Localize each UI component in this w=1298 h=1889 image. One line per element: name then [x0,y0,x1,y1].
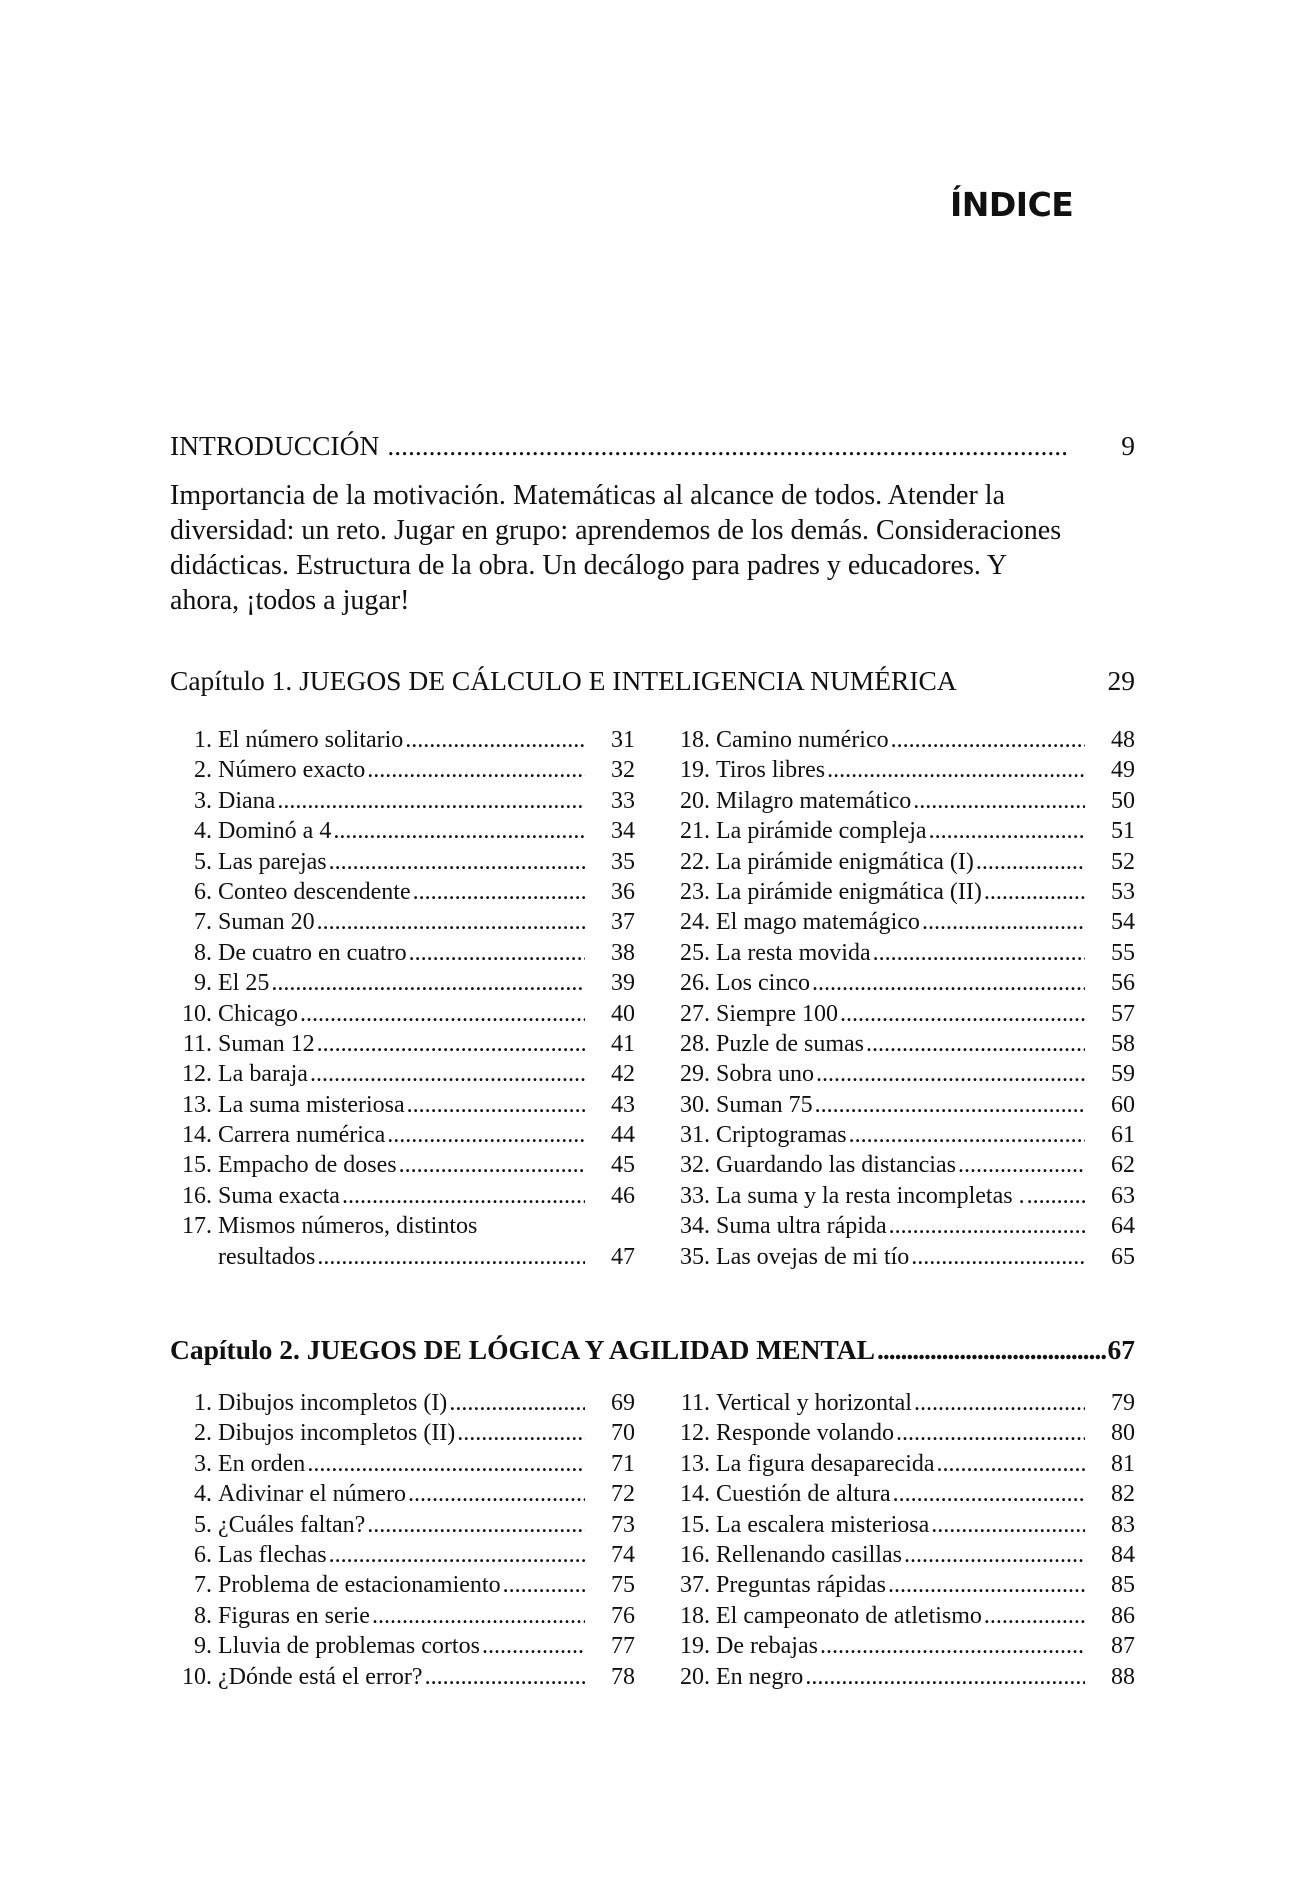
toc-entry[interactable] [170,1152,635,1182]
entry-title: Las parejas [218,848,327,875]
toc-entry[interactable] [668,879,1135,909]
entry-title: Dibujos incompletos (II) [218,1420,456,1447]
intro-summary: Importancia de la motivación. Matemáticas al alcance de todos. Atender la diversidad: un reto. Jugar en grupo: aprendemos de los demás. Consideraciones didácticas. Estructura de la obra. Un decálogo para padres y educadores. Y ahora, ¡todos a jugar! [170,480,1062,616]
entry-number: 5. [194,1511,212,1538]
toc-entry[interactable] [170,1244,635,1274]
page-number: 69 [611,1390,635,1416]
page-number: 80 [1111,1420,1135,1447]
dot-leader [914,1390,1085,1417]
entry-number: 16. [680,1541,710,1568]
entry-title: Chicago [218,1000,298,1027]
entry-number: 7. [194,909,212,936]
toc-entry[interactable] [170,849,635,879]
dot-leader [329,1542,585,1569]
entry-number: 20. [680,787,710,814]
toc-entry[interactable] [668,1481,1135,1511]
entry-title: ¿Dónde está el error? [218,1663,423,1690]
entry-number: 10. [182,1663,212,1690]
dot-leader [931,1512,1085,1539]
entry-title: ¿Cuáles faltan? [218,1511,366,1538]
entry-title: En orden [218,1450,306,1477]
toc-entry[interactable] [668,1122,1135,1152]
entry-title: Criptogramas [716,1122,847,1149]
entry-number: 19. [680,757,710,784]
dot-leader [866,1031,1085,1058]
entry-number: 23. [680,878,710,905]
dot-leader [893,1481,1085,1508]
toc-entry[interactable] [170,1451,635,1481]
toc-entry[interactable] [170,879,635,909]
entry-title: Carrera numérica [218,1122,386,1149]
dot-leader [805,1664,1085,1691]
toc-entry[interactable] [170,940,635,970]
page-number: 51 [1111,818,1135,845]
entry-title: Sobra uno [716,1061,814,1088]
entry-number: 26. [680,970,710,997]
dot-leader [840,1001,1085,1028]
toc-entry[interactable] [170,818,635,848]
toc-entry[interactable] [668,1664,1135,1694]
page-number: 40 [611,1000,635,1027]
chapter-2-list-right [668,1390,1135,1694]
dot-leader [317,1244,585,1271]
toc-entry[interactable] [668,727,1135,757]
page-number: 46 [611,1182,635,1209]
page-number: 65 [1111,1243,1135,1270]
page-number: 78 [611,1663,635,1690]
entry-number: 1. [194,727,212,753]
dot-leader [367,757,585,784]
entry-number: 27. [680,1000,710,1027]
entry-number: 15. [680,1511,710,1538]
page-number: 73 [611,1511,635,1538]
section-title: INTRODUCCIÓN [170,430,380,461]
entry-number: 2. [194,757,212,784]
toc-entry[interactable] [170,1061,635,1091]
toc-entry[interactable] [170,757,635,787]
page-number: 88 [1111,1663,1135,1690]
entry-number: 8. [194,1602,212,1629]
entry-number: 25. [680,939,710,966]
entry-number: 29. [680,1061,710,1088]
dot-leader [425,1664,585,1691]
dot-leader [815,1092,1085,1119]
dot-leader [913,788,1085,815]
page-number: 44 [611,1122,635,1149]
entry-number: 17. [182,1213,212,1240]
dot-leader [372,1603,585,1630]
toc-entry[interactable] [170,909,635,939]
entry-number: 32. [680,1152,710,1179]
dot-leader [937,1451,1085,1478]
entry-number: 14. [182,1122,212,1149]
toc-entry[interactable] [668,1420,1135,1450]
dot-leader [407,1092,585,1119]
entry-title: Adivinar el número [218,1481,406,1508]
page-number: 52 [1111,848,1135,875]
toc-entry[interactable] [668,970,1135,1000]
entry-title: Tiros libres [716,757,826,784]
toc-entry[interactable] [170,1001,635,1031]
entry-title: El campeonato de atletismo [716,1602,982,1629]
dot-leader [889,1213,1085,1240]
page-number: 77 [611,1633,635,1660]
toc-entry[interactable] [668,1213,1135,1243]
toc-entry[interactable] [170,1603,635,1633]
page-number: 37 [611,909,635,936]
entry-number: 14. [680,1481,710,1508]
dot-leader [482,1633,585,1660]
dot-leader [891,727,1085,754]
entry-title: Las flechas [218,1541,327,1568]
page-number: 9 [1121,430,1135,461]
toc-entry[interactable] [668,1152,1135,1182]
entry-title: La pirámide compleja [716,818,927,845]
entry-number: 1. [194,1390,212,1416]
entry-title: resultados [218,1243,316,1270]
page-number: 55 [1111,939,1135,966]
page-number: 76 [611,1602,635,1629]
page-number: 70 [611,1420,635,1447]
page-number: 36 [611,878,635,905]
entry-title: Lluvia de problemas cortos [218,1633,480,1660]
toc-entry[interactable] [170,1031,635,1061]
toc-entry[interactable] [170,970,635,1000]
entry-title: Suman 75 [716,1091,813,1118]
entry-number: 16. [182,1182,212,1209]
dot-leader [300,1001,585,1028]
page-number: 39 [611,970,635,997]
entry-title: Cuestión de altura [716,1481,891,1508]
dot-leader [929,818,1085,845]
toc-entry-introduccion[interactable] [170,430,1135,462]
page-number: 87 [1111,1633,1135,1660]
toc-entry[interactable] [170,1572,635,1602]
page-number: 33 [611,787,635,814]
page-number: 54 [1111,909,1135,936]
dot-leader [277,788,585,815]
entry-number: 2. [194,1420,212,1447]
entry-number: 6. [194,878,212,905]
toc-entry[interactable] [668,1542,1135,1572]
entry-title: Puzle de sumas [716,1030,864,1057]
toc-entry[interactable] [668,1061,1135,1091]
page-number: 61 [1111,1122,1135,1149]
toc-entry[interactable] [170,1481,635,1511]
entry-number: 20. [680,1663,710,1690]
page-number: 41 [611,1030,635,1057]
page-number: 67 [1107,1334,1135,1365]
entry-title: Suma ultra rápida [716,1213,887,1240]
dot-leader [827,757,1085,784]
dot-leader [399,1152,585,1179]
page-number: 83 [1111,1511,1135,1538]
toc-entry[interactable] [668,940,1135,970]
toc-entry[interactable] [668,1572,1135,1602]
entry-title: El 25 [218,970,270,997]
dot-leader [984,879,1085,906]
dot-leader [888,1572,1085,1599]
dot-leader [904,1542,1085,1569]
toc-entry[interactable] [668,1244,1135,1274]
entry-title: Suman 20 [218,909,315,936]
toc-entry[interactable] [668,818,1135,848]
page-number: 49 [1111,757,1135,784]
dot-leader [310,1061,585,1088]
page-number: 35 [611,848,635,875]
entry-number: 11. [182,1030,212,1057]
dot-leader [342,1183,585,1210]
dot-leader [877,1334,1106,1366]
entry-title: Problema de estacionamiento [218,1572,501,1599]
dot-leader [976,849,1085,876]
entry-number: 7. [194,1572,212,1599]
entry-number: 9. [194,970,212,997]
entry-number: 13. [680,1450,710,1477]
entry-number: 4. [194,818,212,845]
toc-entry[interactable] [170,1512,635,1542]
page-number: 59 [1111,1061,1135,1088]
dot-leader [271,970,585,997]
entry-number: 8. [194,939,212,966]
toc-entry[interactable] [170,1633,635,1663]
entry-title: Vertical y horizontal [716,1390,912,1416]
dot-leader [812,970,1085,997]
toc-entry[interactable] [668,909,1135,939]
dot-leader [984,1603,1085,1630]
toc-entry[interactable] [668,1512,1135,1542]
entry-title: Suman 12 [218,1030,315,1057]
entry-title: Siempre 100 [716,1000,838,1027]
entry-title: El número solitario [218,727,404,753]
toc-entry[interactable] [170,1390,635,1420]
page-number: 60 [1111,1091,1135,1118]
page-number: 81 [1111,1450,1135,1477]
entry-title: Suma exacta [218,1182,340,1209]
toc-entry[interactable] [668,1031,1135,1061]
entry-title: Figuras en serie [218,1602,370,1629]
page-number: 72 [611,1481,635,1508]
entry-number: 10. [182,1000,212,1027]
entry-number: 19. [680,1633,710,1660]
page-number: 34 [611,818,635,845]
entry-title: Dibujos incompletos (I) [218,1390,448,1416]
dot-leader [896,1420,1085,1447]
entry-number: 9. [194,1633,212,1660]
page-number: 62 [1111,1152,1135,1179]
toc-entry-chapter-2[interactable] [170,1334,1135,1366]
entry-number: 3. [194,787,212,814]
entry-title: Camino numérico [716,727,889,753]
entry-title: Conteo descendente [218,878,411,905]
page-number: 50 [1111,787,1135,814]
entry-title: El mago matemágico [716,909,920,936]
page-number: 57 [1111,1000,1135,1027]
chapter-2-list-left [170,1390,635,1694]
chapter-title: Capítulo 2. JUEGOS DE LÓGICA Y AGILIDAD MENTAL [170,1334,875,1365]
entry-title: Responde volando [716,1420,894,1447]
toc-entry[interactable] [170,1542,635,1572]
page-number: 82 [1111,1481,1135,1508]
chapter-title: Capítulo 1. JUEGOS DE CÁLCULO E INTELIGENCIA NUMÉRICA [170,665,957,696]
entry-title: Diana [218,787,276,814]
toc-entry[interactable] [668,788,1135,818]
entry-title: Mismos números, distintos [218,1213,478,1240]
dot-leader [387,1122,585,1149]
entry-title: La suma misteriosa [218,1091,405,1118]
entry-number: 31. [680,1122,710,1149]
entry-number: 30. [680,1091,710,1118]
dot-leader [457,1420,585,1447]
entry-number: 12. [182,1061,212,1088]
dot-leader [958,1152,1085,1179]
page-number: 71 [611,1450,635,1477]
dot-leader [849,1122,1085,1149]
toc-entry[interactable] [170,1420,635,1450]
page-number: 42 [611,1061,635,1088]
toc-entry[interactable] [170,1122,635,1152]
dot-leader [333,818,585,845]
toc-entry[interactable] [668,1001,1135,1031]
toc-entry[interactable] [170,788,635,818]
toc-entry[interactable] [170,1213,635,1243]
dot-leader [449,1390,585,1417]
toc-entry[interactable] [668,1092,1135,1122]
page-number: 47 [611,1243,635,1270]
entry-number: 6. [194,1541,212,1568]
entry-title: Las ovejas de mi tío [716,1243,910,1270]
entry-title: Los cinco [716,970,810,997]
dot-leader [405,727,585,754]
page-number: 63 [1111,1182,1135,1209]
entry-title: La figura desaparecida [716,1450,935,1477]
entry-number: 28. [680,1030,710,1057]
entry-title: Milagro matemático [716,787,912,814]
dot-leader [922,909,1085,936]
page-number: 31 [611,727,635,753]
page-number: 43 [611,1091,635,1118]
entry-number: 33. [680,1182,710,1209]
page-number: 45 [611,1152,635,1179]
page-number: 86 [1111,1602,1135,1629]
dot-leader [413,879,585,906]
page-number: 32 [611,757,635,784]
dot-leader [387,430,1067,462]
page-number: 56 [1111,970,1135,997]
entry-title: La escalera misteriosa [716,1511,930,1538]
dot-leader [1027,1183,1085,1210]
dot-leader [367,1512,585,1539]
entry-number: 37. [680,1572,710,1599]
page-number: 58 [1111,1030,1135,1057]
entry-number: 22. [680,848,710,875]
entry-title: Número exacto [218,757,366,784]
entry-title: En negro [716,1663,804,1690]
entry-title: Empacho de doses [218,1152,397,1179]
entry-number: 24. [680,909,710,936]
page-number: 75 [611,1572,635,1599]
page-number: 79 [1111,1390,1135,1416]
entry-title: Rellenando casillas [716,1541,902,1568]
chapter-1-list-right [668,727,1135,1274]
entry-number: 5. [194,848,212,875]
entry-title: De cuatro en cuatro [218,939,407,966]
dot-leader [329,849,585,876]
entry-number: 34. [680,1213,710,1240]
dot-leader [816,1061,1085,1088]
toc-entry[interactable] [170,1183,635,1213]
chapter-1-list-left [170,727,635,1274]
entry-number: 13. [182,1091,212,1118]
entry-number: 4. [194,1481,212,1508]
entry-title: La pirámide enigmática (I) [716,848,974,875]
dot-leader [873,940,1085,967]
toc-entry[interactable] [170,1664,635,1694]
entry-title: La baraja [218,1061,308,1088]
page-number: 38 [611,939,635,966]
entry-title: La resta movida [716,939,871,966]
entry-title: La pirámide enigmática (II) [716,878,982,905]
page-number: 85 [1111,1572,1135,1599]
toc-entry[interactable] [668,1451,1135,1481]
entry-title: Guardando las distancias [716,1152,956,1179]
toc-entry[interactable] [668,1603,1135,1633]
toc-entry[interactable] [170,1092,635,1122]
page-title: ÍNDICE [950,185,1074,224]
entry-title: De rebajas [716,1633,818,1660]
toc-entry[interactable] [170,727,635,757]
dot-leader [317,1031,585,1058]
page-number: 29 [1107,665,1135,696]
dot-leader [307,1451,585,1478]
page-number: 74 [611,1541,635,1568]
page-number: 48 [1111,727,1135,753]
entry-number: 21. [680,818,710,845]
entry-number: 3. [194,1450,212,1477]
entry-title: Preguntas rápidas [716,1572,886,1599]
entry-number: 18. [680,1602,710,1629]
entry-number: 11. [680,1390,710,1416]
entry-number: 18. [680,727,710,753]
dot-leader [317,909,585,936]
toc-entry[interactable] [668,1390,1135,1420]
dot-leader [503,1572,585,1599]
page-number: 53 [1111,878,1135,905]
toc-entry[interactable] [668,849,1135,879]
toc-entry[interactable] [668,757,1135,787]
toc-entry[interactable] [668,1183,1135,1213]
entry-number: 12. [680,1420,710,1447]
entry-number: 35. [680,1243,710,1270]
entry-title: La suma y la resta incompletas . [716,1182,1025,1209]
page-number: 84 [1111,1541,1135,1568]
dot-leader [408,1481,585,1508]
dot-leader [409,940,585,967]
page-number: 64 [1111,1213,1135,1240]
dot-leader [911,1244,1085,1271]
dot-leader [820,1633,1085,1660]
entry-title: Dominó a 4 [218,818,332,845]
toc-entry[interactable] [668,1633,1135,1663]
entry-number: 15. [182,1152,212,1179]
toc-entry-chapter-1[interactable] [170,665,1135,697]
